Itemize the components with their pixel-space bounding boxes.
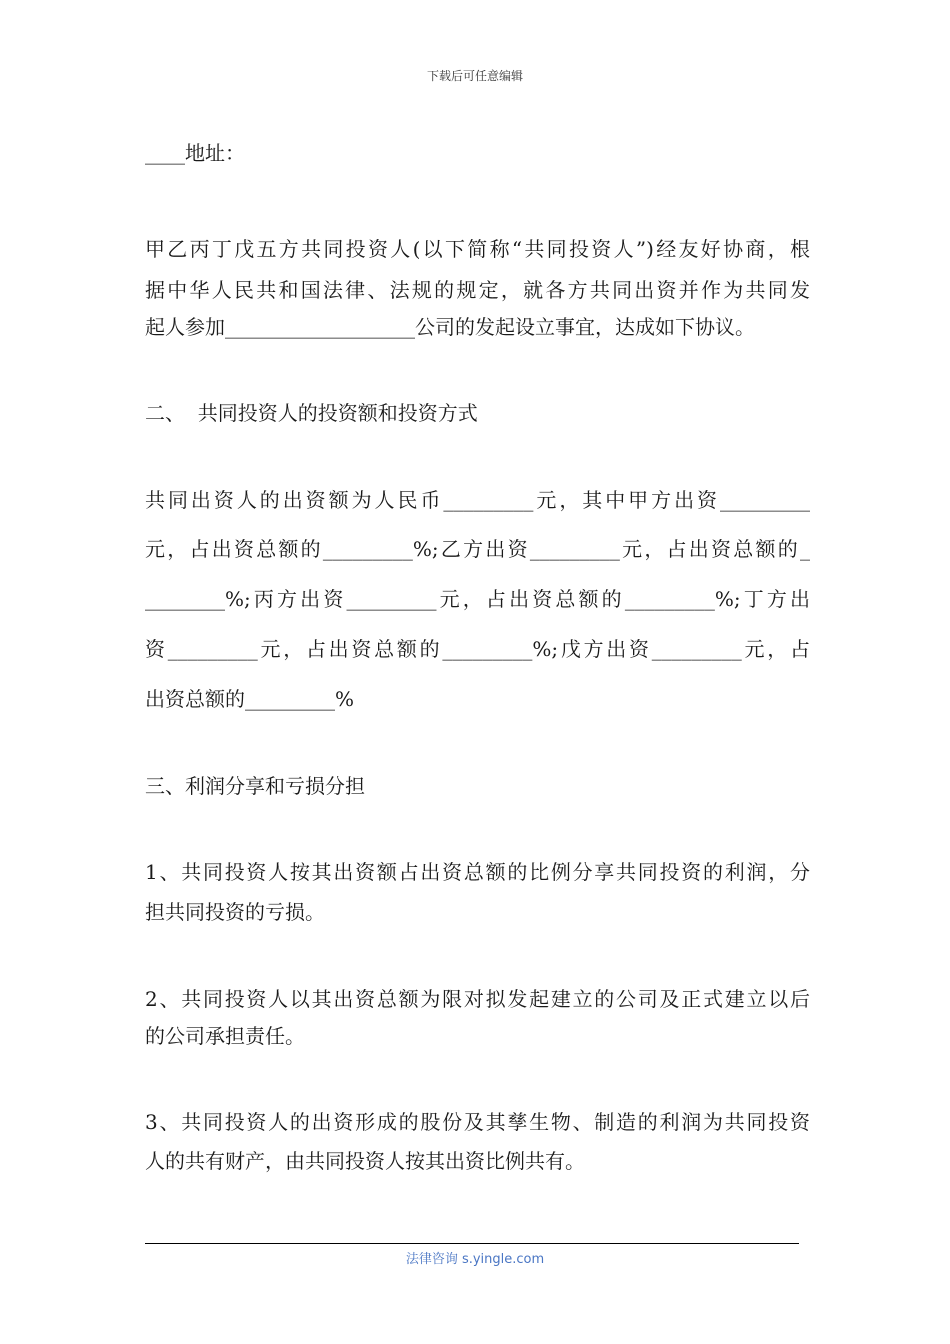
item-3-line-1: 3、共同投资人的出资形成的股份及其孳生物、制造的利润为共同投资 — [145, 1110, 810, 1134]
item-1-line-1: 1、共同投资人按其出资额占出资总额的比例分享共同投资的利润，分 — [145, 860, 810, 884]
section-2-line-3: ________%;丙方出资_________元，占出资总额的_________%;丁方出 — [145, 587, 810, 611]
intro-line-2: 据中华人民共和国法律、法规的规定，就各方共同出资并作为共同发 — [145, 278, 810, 302]
intro-line-1: 甲乙丙丁戊五方共同投资人(以下简称“共同投资人”)经友好协商，根 — [145, 237, 810, 261]
section-2-line-5: 出资总额的_________% — [145, 687, 355, 711]
footer-link[interactable]: 法律咨询 s.yingle.com — [405, 1252, 545, 1267]
section-2-title: 二、 共同投资人的投资额和投资方式 — [145, 401, 478, 425]
section-2-line-1: 共同出资人的出资额为人民币_________元，其中甲方出资_________ — [145, 488, 810, 512]
item-3-line-2: 人的共有财产，由共同投资人按其出资比例共有。 — [145, 1149, 585, 1173]
page-header: 下载后可任意编辑 — [426, 69, 523, 83]
item-2-line-1: 2、共同投资人以其出资总额为限对拟发起建立的公司及正式建立以后 — [145, 987, 810, 1011]
item-2-line-2: 的公司承担责任。 — [145, 1024, 305, 1048]
item-1-line-2: 担共同投资的亏损。 — [145, 900, 325, 924]
section-3-title: 三、利润分享和亏损分担 — [145, 774, 365, 798]
section-2-line-2: 元，占出资总额的_________%;乙方出资_________元，占出资总额的_ — [145, 537, 810, 561]
footer-divider — [145, 1243, 799, 1244]
address-line: ____地址： — [145, 141, 245, 165]
section-2-line-4: 资_________元，占出资总额的_________%;戊方出资_________元，占 — [145, 637, 810, 661]
intro-line-3: 起人参加___________________公司的发起设立事宜，达成如下协议。 — [145, 315, 755, 339]
